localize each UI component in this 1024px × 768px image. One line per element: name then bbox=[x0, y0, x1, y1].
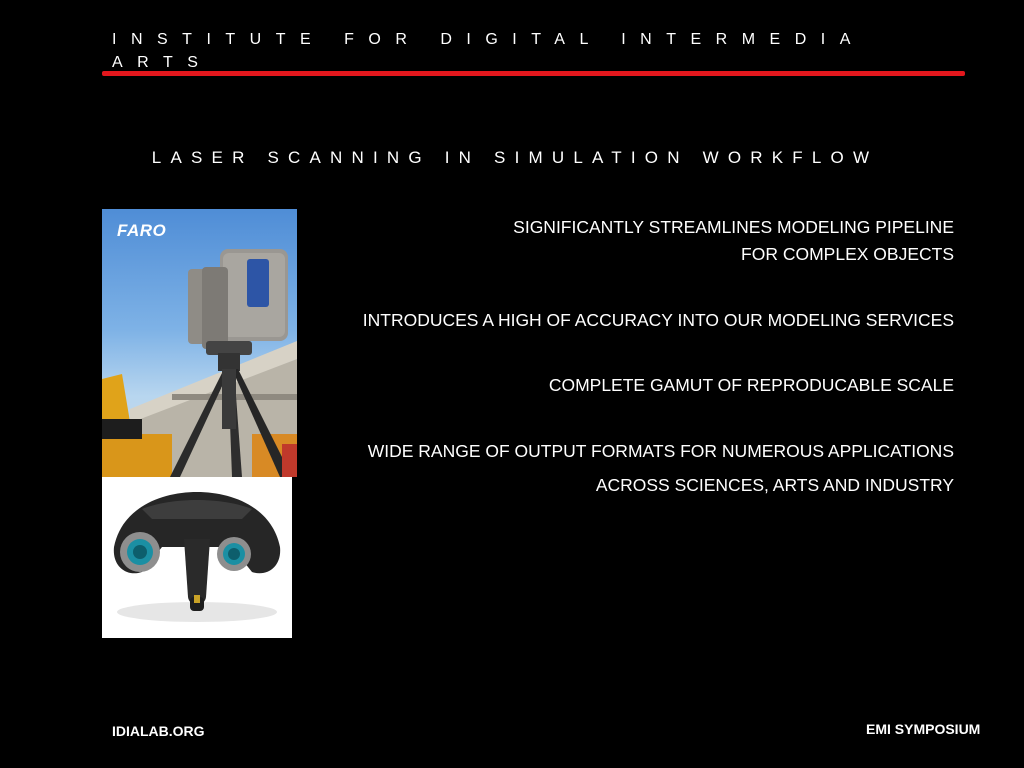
bullet-line: FOR COMPLEX OBJECTS bbox=[741, 244, 954, 264]
bullet-accuracy: INTRODUCES A HIGH OF ACCURACY INTO OUR MODELING SERVICES bbox=[362, 310, 954, 330]
bullet-output-formats-continued: ACROSS SCIENCES, ARTS AND INDUSTRY bbox=[595, 475, 954, 495]
laser-scanner-photo bbox=[102, 209, 297, 477]
bullet-output-formats: WIDE RANGE OF OUTPUT FORMATS FOR NUMEROUS APPLICATIONS bbox=[367, 441, 954, 461]
footer-event: EMI SYMPOSIUM bbox=[866, 721, 981, 737]
bullet-scale: COMPLETE GAMUT OF REPRODUCABLE SCALE bbox=[548, 375, 954, 395]
laser-scanner-illustration bbox=[102, 209, 297, 477]
slide-title: LASER SCANNING IN SIMULATION WORKFLOW bbox=[151, 148, 879, 167]
footer-website: IDIALAB.ORG bbox=[112, 723, 205, 739]
bullet-line: SIGNIFICANTLY STREAMLINES MODELING PIPELINE bbox=[513, 217, 954, 237]
faro-logo: FARO bbox=[117, 221, 167, 240]
header-title: INSTITUTE FOR DIGITAL INTERMEDIA ARTS bbox=[112, 31, 865, 71]
handheld-scanner-photo bbox=[102, 477, 292, 638]
header-divider bbox=[102, 71, 965, 76]
bullet-streamlines bbox=[513, 214, 954, 268]
handheld-scanner-illustration bbox=[102, 477, 292, 638]
